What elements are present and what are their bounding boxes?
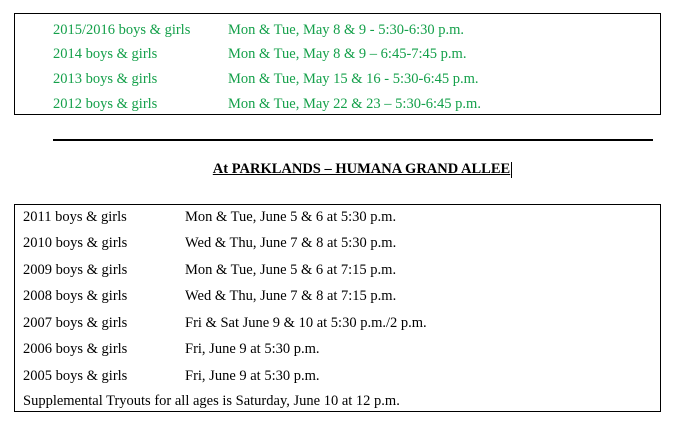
schedule-cell: Mon & Tue, May 15 & 16 - 5:30-6:45 p.m. — [228, 71, 479, 87]
may-schedule-table — [14, 13, 661, 115]
age-group-cell: 2013 boys & girls — [53, 71, 158, 87]
age-group-cell: 2009 boys & girls — [23, 262, 128, 278]
age-group-cell: 2014 boys & girls — [53, 46, 158, 62]
schedule-cell: Mon & Tue, May 8 & 9 – 6:45-7:45 p.m. — [228, 46, 467, 62]
june-schedule-table — [14, 204, 661, 412]
age-group-cell: 2007 boys & girls — [23, 315, 128, 331]
schedule-cell: Mon & Tue, May 22 & 23 – 5:30-6:45 p.m. — [228, 96, 481, 112]
age-group-cell: 2006 boys & girls — [23, 341, 128, 357]
schedule-cell: Mon & Tue, June 5 & 6 at 5:30 p.m. — [185, 209, 397, 225]
venue-heading — [0, 159, 681, 179]
supplemental-tryouts-note: Supplemental Tryouts for all ages is Saturday, June 10 at 12 p.m. — [23, 393, 400, 409]
age-group-cell: 2011 boys & girls — [23, 209, 127, 225]
age-group-cell: 2012 boys & girls — [53, 96, 158, 112]
schedule-cell: Fri & Sat June 9 & 10 at 5:30 p.m./2 p.m. — [185, 315, 427, 331]
text-cursor — [511, 162, 512, 178]
age-group-cell: 2005 boys & girls — [23, 368, 128, 384]
schedule-cell: Wed & Thu, June 7 & 8 at 5:30 p.m. — [185, 235, 397, 251]
horizontal-divider — [53, 139, 653, 141]
schedule-cell: Wed & Thu, June 7 & 8 at 7:15 p.m. — [185, 288, 397, 304]
venue-heading-text: At PARKLANDS – HUMANA GRAND ALLEE — [212, 161, 511, 177]
age-group-cell: 2008 boys & girls — [23, 288, 128, 304]
schedule-cell: Mon & Tue, May 8 & 9 - 5:30-6:30 p.m. — [228, 22, 465, 38]
age-group-cell: 2015/2016 boys & girls — [53, 22, 191, 38]
schedule-cell: Fri, June 9 at 5:30 p.m. — [185, 341, 320, 357]
schedule-cell: Mon & Tue, June 5 & 6 at 7:15 p.m. — [185, 262, 397, 278]
schedule-cell: Fri, June 9 at 5:30 p.m. — [185, 368, 320, 384]
age-group-cell: 2010 boys & girls — [23, 235, 128, 251]
